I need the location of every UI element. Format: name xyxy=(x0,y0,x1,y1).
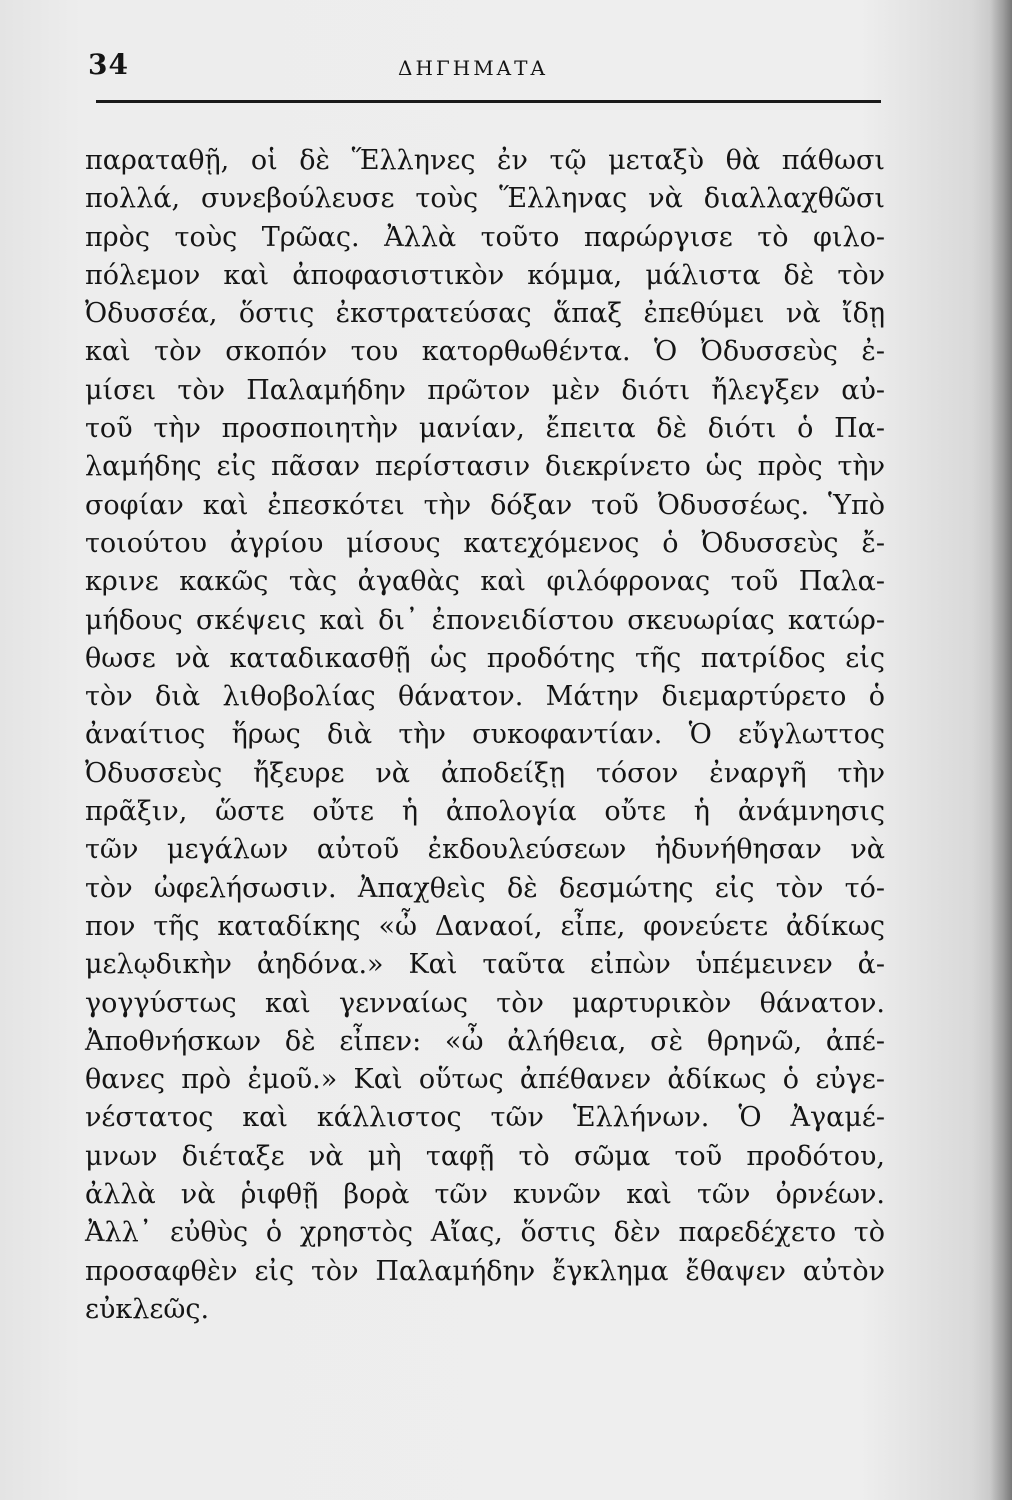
text-line: νέστατος καὶ κάλλιστος τῶν Ἑλλήνων. Ὁ Ἀγαμέ- xyxy=(85,1102,885,1134)
text-line: τοῦ τὴν προσποιητὴν μανίαν, ἔπειτα δὲ διότι ὁ Πα- xyxy=(85,413,885,445)
text-line: τῶν μεγάλων αὐτοῦ ἐκδουλεύσεων ἠδυνήθησαν νὰ xyxy=(85,834,885,866)
text-line: Ἀλλ᾽ εὐθὺς ὁ χρηστὸς Αἴας, ὅστις δὲν παρεδέχετο τὸ xyxy=(85,1217,885,1249)
text-line: εὐκλεῶς. xyxy=(85,1293,210,1325)
text-line: τὸν διὰ λιθοβολίας θάνατον. Μάτην διεμαρτύρετο ὁ xyxy=(85,681,885,713)
text-line: μίσει τὸν Παλαμήδην πρῶτον μὲν διότι ἤλεγξεν αὐ- xyxy=(85,374,885,406)
text-line: Ἀποθνήσκων δὲ εἶπεν: «ὦ ἀλήθεια, σὲ θρηνῶ, ἀπέ- xyxy=(85,1025,885,1057)
text-line: τὸν ὠφελήσωσιν. Ἀπαχθεὶς δὲ δεσμώτης εἰς τὸν τό- xyxy=(85,872,885,904)
text-line: πρᾶξιν, ὥστε οὔτε ἡ ἀπολογία οὔτε ἡ ἀνάμνησις xyxy=(85,796,885,828)
text-line: παραταθῇ, οἱ δὲ Ἕλληνες ἐν τῷ μεταξὺ θὰ πάθωσι xyxy=(85,145,885,176)
text-line: θανες πρὸ ἐμοῦ.» Καὶ οὕτως ἀπέθανεν ἀδίκως ὁ εὐγε- xyxy=(85,1064,885,1096)
text-line: τοιούτου ἀγρίου μίσους κατεχόμενος ὁ Ὀδυσσεὺς ἔ- xyxy=(85,527,885,559)
text-line: μελῳδικὴν ἀηδόνα.» Καὶ ταῦτα εἰπὼν ὑπέμεινεν ἀ- xyxy=(85,949,885,981)
text-line: Ὀδυσσέα, ὅστις ἐκστρατεύσας ἅπαξ ἐπεθύμει νὰ ἴδῃ xyxy=(85,298,885,330)
text-line: λαμήδης εἰς πᾶσαν περίστασιν διεκρίνετο ὡς πρὸς τὴν xyxy=(85,451,885,483)
page-edge-shadow xyxy=(990,0,1012,1500)
text-line: πολλά, συνεβούλευσε τοὺς Ἕλληνας νὰ διαλλαχθῶσι xyxy=(85,183,885,215)
text-line: σοφίαν καὶ ἐπεσκότει τὴν δόξαν τοῦ Ὀδυσσέως. Ὑπὸ xyxy=(85,489,885,521)
text-line: ἀλλὰ νὰ ῥιφθῇ βορὰ τῶν κυνῶν καὶ τῶν ὀρνέων. xyxy=(85,1179,885,1211)
text-line: μήδους σκέψεις καὶ δι᾽ ἐπονειδίστου σκευωρίας κατώρ- xyxy=(85,604,885,636)
text-line: πόλεμον καὶ ἀποφασιστικὸν κόμμα, μάλιστα δὲ τὸν xyxy=(85,259,885,291)
text-line: γογγύστως καὶ γενναίως τὸν μαρτυρικὸν θάνατον. xyxy=(85,987,885,1019)
text-line: μνων διέταξε νὰ μὴ ταφῇ τὸ σῶμα τοῦ προδότου, xyxy=(85,1140,885,1172)
text-line: προσαφθὲν εἰς τὸν Παλαμήδην ἔγκλημα ἔθαψεν αὐτὸν xyxy=(85,1255,885,1287)
text-line: πρὸς τοὺς Τρῶας. Ἀλλὰ τοῦτο παρώργισε τὸ φιλο- xyxy=(85,221,885,253)
text-line: καὶ τὸν σκοπόν του κατορθωθέντα. Ὁ Ὀδυσσεὺς ἐ- xyxy=(85,336,885,368)
page-number: 34 xyxy=(88,48,129,81)
text-line: Ὀδυσσεὺς ἤξευρε νὰ ἀποδείξῃ τόσον ἐναργῆ τὴν xyxy=(85,757,885,789)
text-line: πον τῆς καταδίκης «ὦ Δαναοί, εἶπε, φονεύετε ἀδίκως xyxy=(85,910,885,942)
text-line: θωσε νὰ καταδικασθῇ ὡς προδότης τῆς πατρίδος εἰς xyxy=(85,642,885,674)
running-title: ΔΗΓΗΜΑΤΑ xyxy=(398,56,548,80)
header-rule xyxy=(96,100,881,103)
text-line: κρινε κακῶς τὰς ἀγαθὰς καὶ φιλόφρονας τοῦ Παλα- xyxy=(85,566,885,598)
text-line: ἀναίτιος ἥρως διὰ τὴν συκοφαντίαν. Ὁ εὔγλωττος xyxy=(85,719,885,751)
body-text xyxy=(85,142,885,1329)
